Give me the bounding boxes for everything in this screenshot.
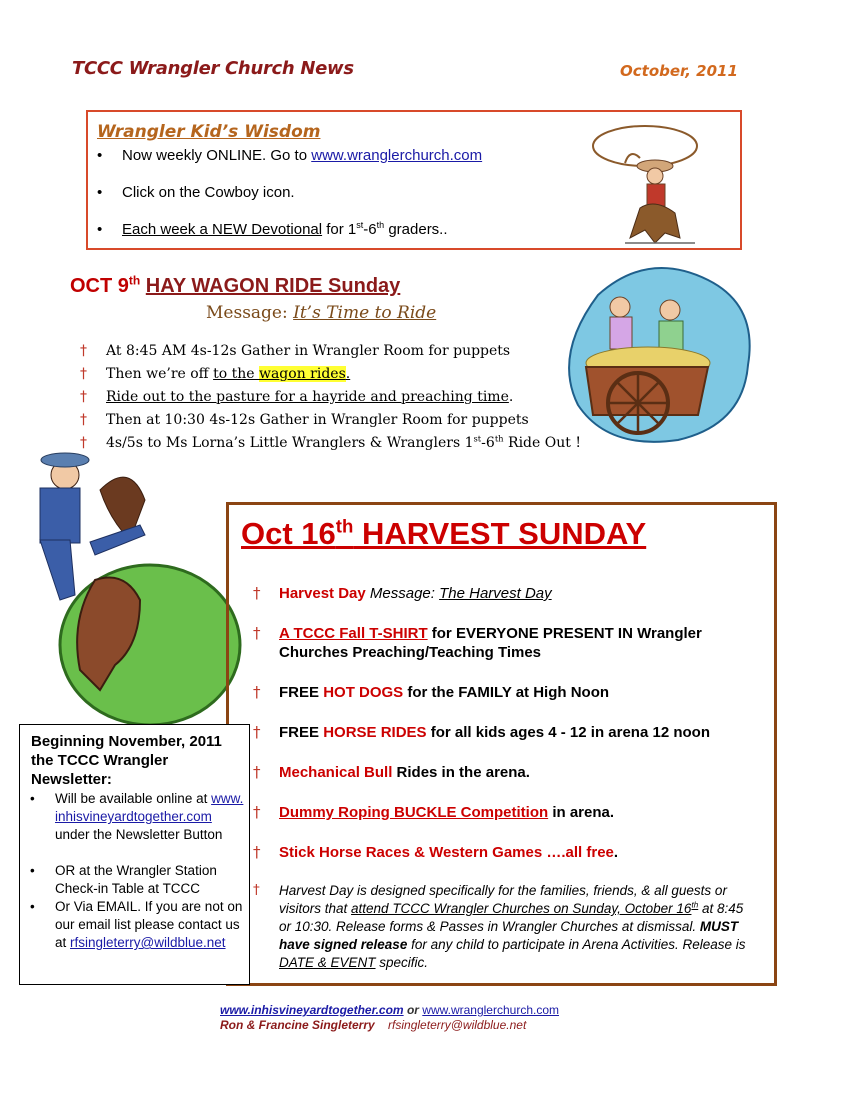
oct9-message: Message: It’s Time to Ride [206, 303, 437, 323]
list-item: † Then we’re off to the wagon rides. [80, 366, 351, 382]
list-item: † Then at 10:30 4s-12s Gather in Wrangler Room for puppets [80, 412, 529, 428]
list-item: • Each week a NEW Devotional for 1st-6th graders.. [97, 220, 448, 238]
footer-links: www.inhisvineyardtogether.com or www.wranglerchurch.com [220, 1003, 559, 1017]
hay-wagon-clipart [558, 255, 758, 455]
bullet-dot-icon: • [97, 147, 103, 164]
list-item: † A TCCC Fall T-SHIRT for EVERYONE PRESENT IN Wrangler Churches Preaching/Teaching Times [253, 624, 702, 661]
cowboy-roping-clipart[interactable] [585, 118, 725, 248]
harvest-sunday-title: Oct 16th HARVEST SUNDAY [241, 515, 647, 551]
bullet-dot-icon: • [30, 791, 35, 806]
newsletter-date: October, 2011 [620, 62, 738, 80]
cross-icon: † [80, 366, 87, 382]
newsletter-title: TCCC Wrangler Church News [72, 58, 354, 79]
newsletter-heading: Beginning November, 2011 the TCCC Wrangler Newsletter: [31, 733, 222, 788]
footer-contact: Ron & Francine Singleterry rfsingleterry@wildblue.net [220, 1018, 527, 1032]
footer-wranglerchurch-link[interactable]: www.wranglerchurch.com [422, 1003, 559, 1017]
list-item: † Harvest Day is designed specifically for the families, friends, & all guests or visitors that attend TCCC Wrangler Churches on Sunday, October 16th at 8:45 or 10:30. Release forms & Passes in Wrangler Churches at dismissal. MUST have signed release for any child to participate in Arena Activities. Release is DATE & EVENT specific. [253, 882, 746, 970]
bullet-dot-icon: • [30, 863, 35, 878]
cross-icon: † [80, 435, 87, 451]
bullet-dot-icon: • [97, 184, 103, 201]
cross-icon: † [253, 882, 260, 898]
cross-icon: † [253, 683, 261, 701]
cross-icon: † [253, 584, 261, 602]
email-link[interactable]: rfsingleterry@wildblue.net [70, 935, 226, 950]
wranglerchurch-link[interactable]: www.wranglerchurch.com [311, 147, 483, 164]
list-item: † Dummy Roping BUCKLE Competition in arena. [253, 803, 615, 821]
inhisvineyard-link[interactable]: www.inhisvineyardtogether.com [55, 791, 244, 824]
list-item: † At 8:45 AM 4s-12s Gather in Wrangler Room for puppets [80, 343, 511, 359]
bronco-rider-clipart [0, 430, 245, 730]
list-item: • Now weekly ONLINE. Go to www.wranglerchurch.com [97, 147, 483, 164]
cross-icon: † [253, 763, 261, 781]
list-item: • Click on the Cowboy icon. [97, 184, 295, 201]
cross-icon: † [253, 843, 261, 861]
kids-wisdom-title: Wrangler Kid’s Wisdom [97, 122, 321, 142]
list-item: † Ride out to the pasture for a hayride and preaching time. [80, 389, 514, 405]
cross-icon: † [80, 389, 87, 405]
list-item: † FREE HOT DOGS for the FAMILY at High Noon [253, 683, 610, 701]
bullet-dot-icon: • [30, 899, 35, 914]
cross-icon: † [253, 723, 261, 741]
oct9-heading: OCT 9th HAY WAGON RIDE Sunday [70, 273, 401, 297]
list-item: • Or Via EMAIL. If you are not on our email list please contact us at rfsingleterry@wildblue.net [30, 899, 243, 950]
list-item: † 4s/5s to Ms Lorna’s Little Wranglers & Wranglers 1st-6th Ride Out ! [80, 433, 581, 451]
cross-icon: † [80, 412, 87, 428]
cross-icon: † [80, 343, 87, 359]
footer-inhisvineyard-link[interactable]: www.inhisvineyardtogether.com [220, 1003, 404, 1017]
bullet-dot-icon: • [97, 221, 103, 238]
list-item: † Mechanical Bull Rides in the arena. [253, 763, 530, 781]
list-item: † FREE HORSE RIDES for all kids ages 4 - 12 in arena 12 noon [253, 723, 710, 741]
list-item: † Stick Horse Races & Western Games ….all free. [253, 843, 619, 861]
list-item: • Will be available online at www.inhisvineyardtogether.com under the Newsletter Button [30, 791, 244, 842]
cross-icon: † [253, 803, 261, 821]
list-item: • OR at the Wrangler Station Check-in Table at TCCC [30, 863, 217, 896]
list-item: † Harvest Day Message: The Harvest Day [253, 584, 552, 602]
cross-icon: † [253, 624, 261, 642]
